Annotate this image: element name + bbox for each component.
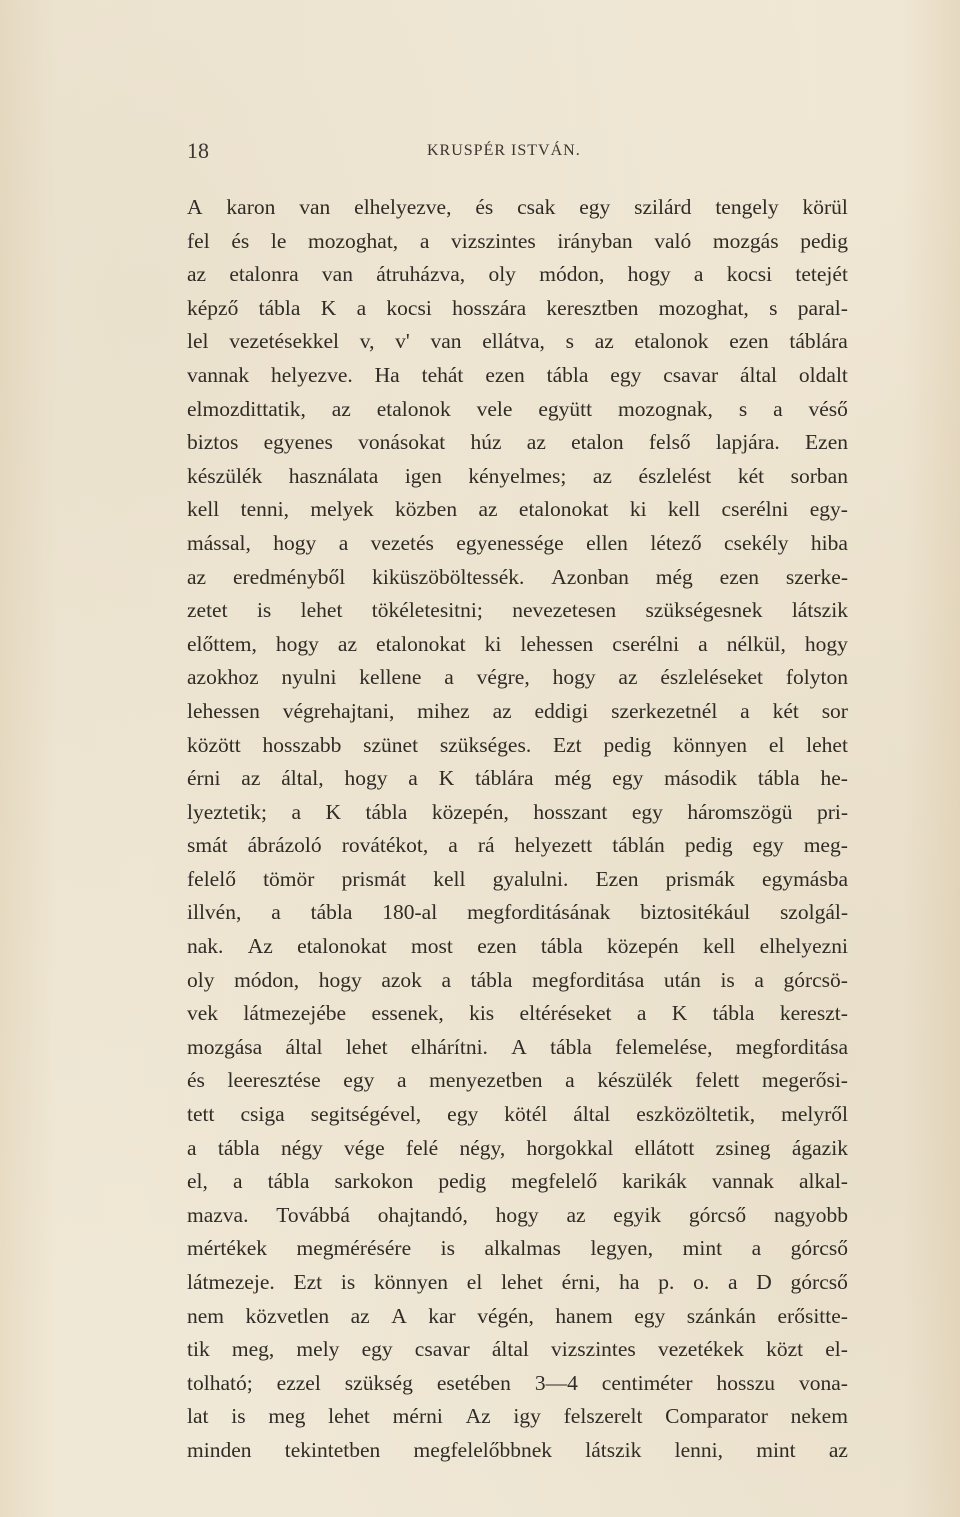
text-line: oly módon, hogy azok a tábla megforditása után is a górcsö- — [187, 967, 848, 992]
text-line: felelő tömör prismát kell gyalulni. Ezen prismák egymásba — [187, 866, 848, 891]
text-line: érni az által, hogy a K táblára még egy második tábla he- — [187, 766, 848, 791]
text-line: a tábla négy vége felé négy, horgokkal ellátott zsineg ágazik — [187, 1135, 848, 1160]
text-line: el, a tábla sarkokon pedig megfelelő karikák vannak alkal- — [187, 1169, 848, 1194]
text-line: azokhoz nyulni kellene a végre, hogy az észleléseket folyton — [187, 665, 848, 690]
text-line: mazva. Továbbá ohajtandó, hogy az egyik górcső nagyobb — [187, 1202, 848, 1227]
text-line: előttem, hogy az etalonokat ki lehessen cserélni a nélkül, hogy — [187, 631, 848, 656]
text-line: készülék használata igen kényelmes; az észlelést két sorban — [187, 463, 848, 488]
text-line: kell tenni, melyek közben az etalonokat ki kell cserélni egy- — [187, 497, 848, 522]
text-line: lehessen végrehajtani, mihez az eddigi szerkezetnél a két sor — [187, 698, 848, 723]
text-line: tett csiga segitségével, egy kötél által eszközöltetik, melyről — [187, 1102, 848, 1127]
text-line: nem közvetlen az A kar végén, hanem egy szánkán erősitte- — [187, 1303, 848, 1328]
text-line: között hosszabb szünet szükséges. Ezt pedig könnyen el lehet — [187, 732, 848, 757]
text-line: minden tekintetben megfelelőbbnek látszik lenni, mint az — [187, 1437, 848, 1462]
running-head: KRUSPÉR ISTVÁN. — [427, 142, 581, 159]
text-line: látmezeje. Ezt is könnyen el lehet érni, ha p. o. a D górcső — [187, 1270, 848, 1294]
text-line: az etalonra van átruházva, oly módon, hogy a kocsi tetejét — [187, 262, 848, 287]
text-line: és leeresztése egy a menyezetben a készülék felett megerősi- — [187, 1068, 848, 1093]
text-line: elmozdittatik, az etalonok vele együtt mozognak, s a véső — [187, 396, 848, 421]
page-number: 18 — [187, 138, 209, 163]
text-line: zetet is lehet tökéletesitni; nevezetesen szükségesnek látszik — [187, 598, 848, 623]
text-line: A karon van elhelyezve, és csak egy szilárd tengely körül — [187, 195, 848, 219]
page-header — [187, 138, 844, 168]
text-line: lel vezetésekkel v, v' van ellátva, s az etalonok ezen táblára — [187, 329, 848, 354]
text-line: biztos egyenes vonásokat húz az etalon felső lapjára. Ezen — [187, 430, 848, 455]
text-line: mozgása által lehet elhárítni. A tábla felemelése, megforditása — [187, 1034, 848, 1059]
text-line: vannak helyezve. Ha tehát ezen tábla egy csavar által oldalt — [187, 362, 848, 387]
text-line: tik meg, mely egy csavar által vizszintes vezetékek közt el- — [187, 1337, 848, 1362]
text-line: tolható; ezzel szükség esetében 3—4 centiméter hosszu vona- — [187, 1370, 848, 1395]
text-line: nak. Az etalonokat most ezen tábla közepén kell elhelyezni — [187, 934, 848, 959]
text-line: az eredményből kiküszöböltessék. Azonban még ezen szerke- — [187, 564, 848, 589]
text-line: mással, hogy a vezetés egyenessége ellen létező csekély hiba — [187, 530, 848, 555]
text-line: lyeztetik; a K tábla közepén, hosszant egy háromszögü pri- — [187, 799, 848, 824]
text-line: smát ábrázoló rovátékot, a rá helyezett táblán pedig egy meg- — [187, 833, 848, 858]
text-line: illvén, a tábla 180-al megforditásának biztositékául szolgál- — [187, 900, 848, 925]
text-line: vek látmezejébe essenek, kis eltéréseket a K tábla kereszt- — [187, 1001, 848, 1026]
text-line: képző tábla K a kocsi hosszára keresztben mozoghat, s paral- — [187, 295, 848, 320]
text-line: lat is meg lehet mérni Az igy felszerelt Comparator nekem — [187, 1404, 848, 1429]
text-line: fel és le mozoghat, a vizszintes irányban való mozgás pedig — [187, 228, 848, 253]
text-line: mértékek megmérésére is alkalmas legyen, mint a górcső — [187, 1236, 848, 1261]
body-text — [187, 191, 848, 1468]
